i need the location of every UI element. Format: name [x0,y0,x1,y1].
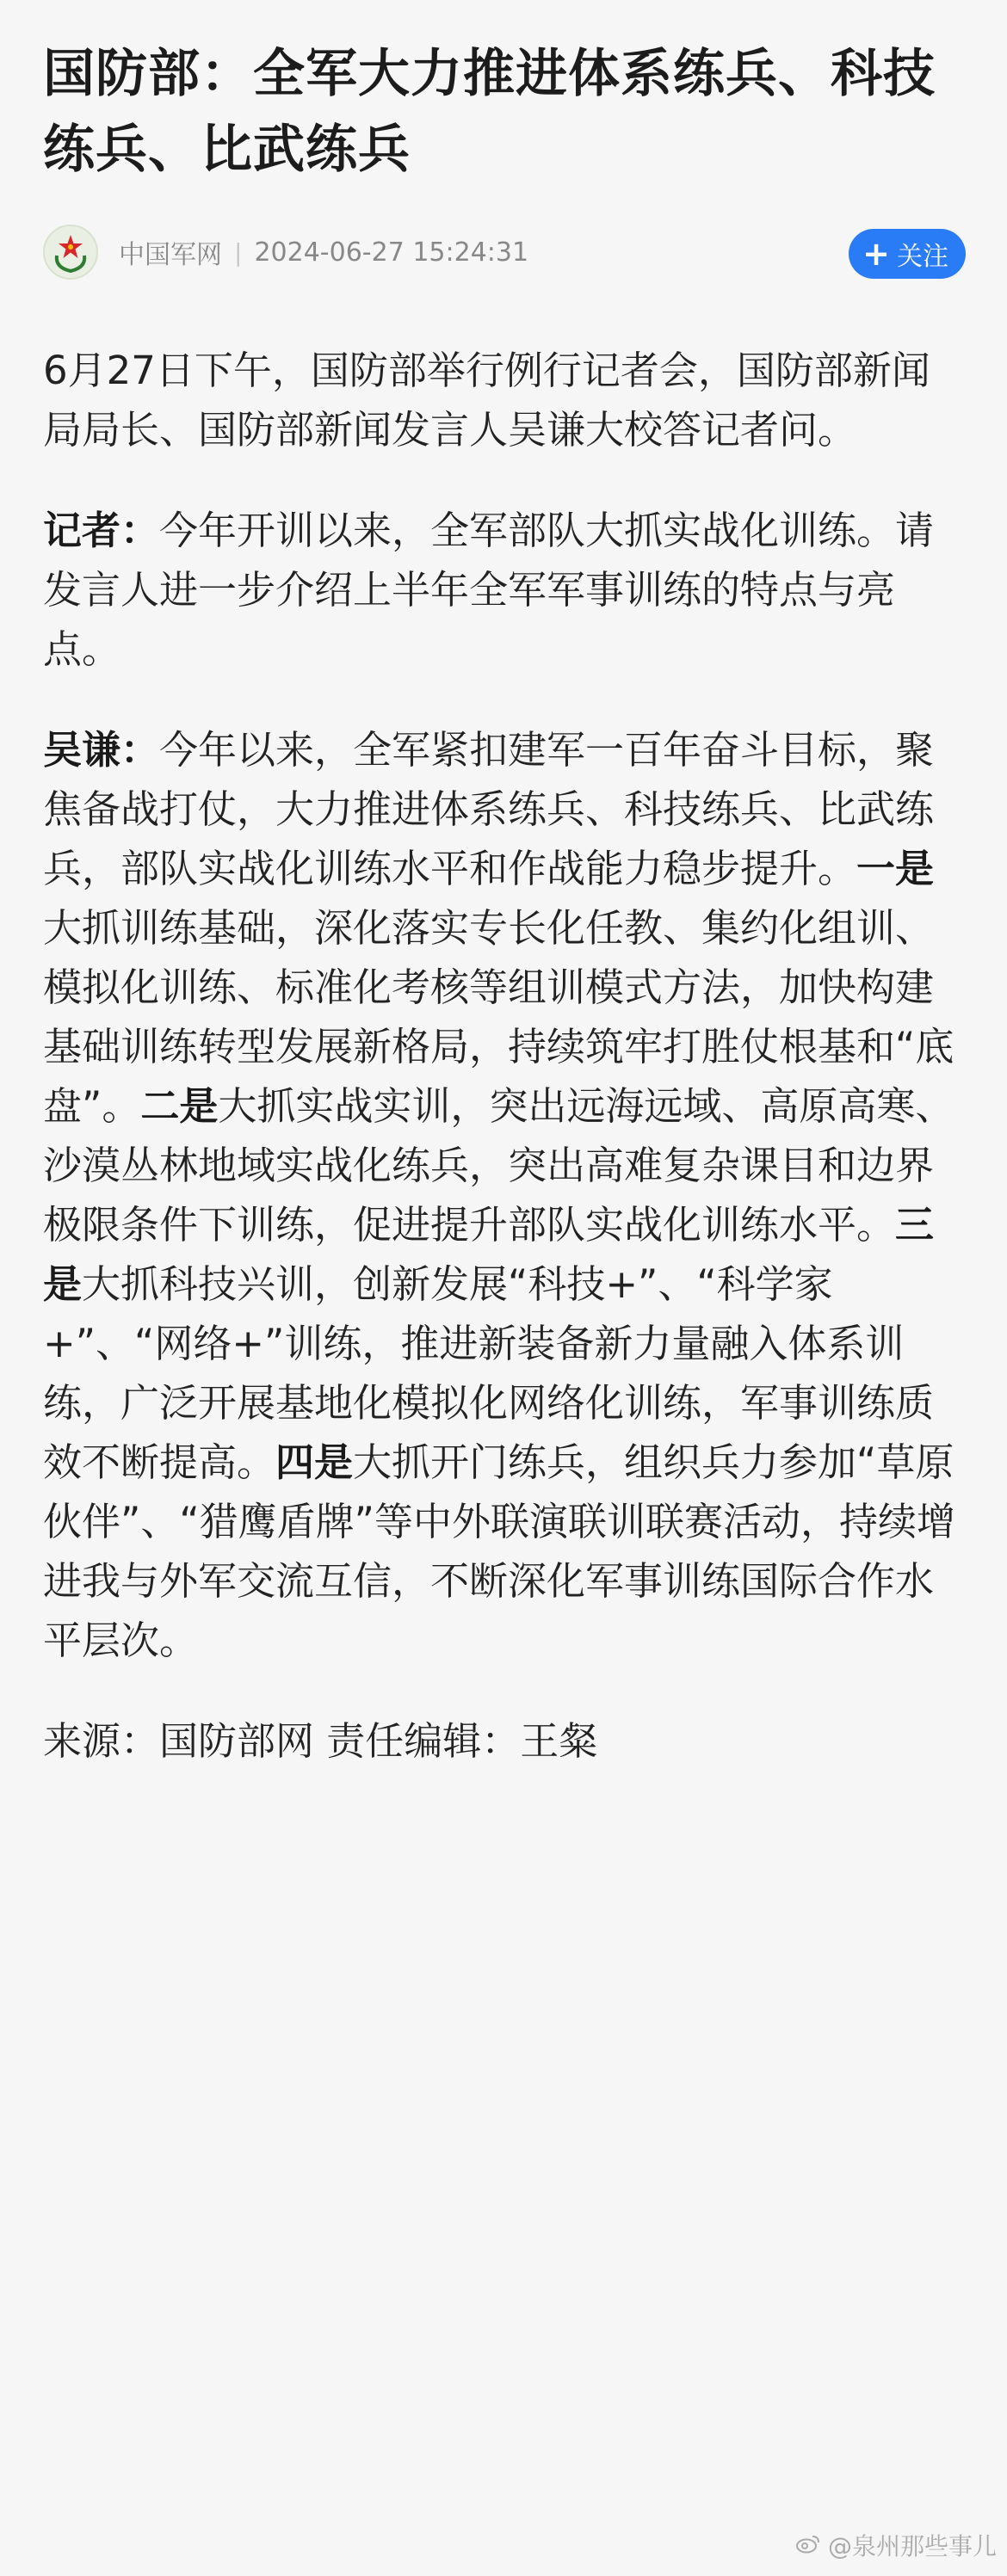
article-meta [43,222,966,282]
answer-text: 今年以来，全军紧扣建军一百年奋斗目标，聚焦备战打仗，大力推进体系练兵、科技练兵、比武练兵，部队实战化训练水平和作战能力稳步提升。 [43,727,935,891]
answer-text: 大抓实战实训，突出远海远域、高原高寒、沙漠丛林地域实战化练兵，突出高难复杂课目和边界极限条件下训练，促进提升部队实战化训练水平。 [43,1083,954,1248]
answer-keyword: 三是 [43,1202,935,1307]
publish-datetime: 2024-06-27 15:24:31 [254,237,529,268]
article-title: 国防部：全军大力推进体系练兵、科技练兵、比武练兵 [43,44,936,180]
watermark-text: @泉州那些事儿 [827,2532,997,2561]
answer-keyword: 二是 [140,1083,219,1129]
follow-button[interactable] [849,229,966,279]
source-avatar[interactable] [43,225,98,280]
answer-text: 大抓科技兴训，创新发展“科技+”、“科学家+”、“网络+”训练，推进新装备新力量融入体系训练，广泛开展基地化模拟化网络化训练，军事训练质效不断提高。 [43,1261,935,1485]
meta-divider: | [234,237,243,267]
answer-text: 大抓训练基础，深化落实专长化任教、集约化组训、模拟化训练、标准化考核等组训模式方法，加快构建基础训练转型发展新格局，持续筑牢打胜仗根基和“底盘”。 [43,905,954,1129]
watermark [795,2528,997,2562]
article [43,0,966,1812]
paragraph-intro: 6月27日下午，国防部举行例行记者会，国防部新闻局局长、国防部新闻发言人吴谦大校答记者问。 [43,348,930,453]
weibo-icon [795,2531,821,2560]
source-name[interactable]: 中国军网 [119,240,222,270]
answer-text: 大抓开门练兵，组织兵力参加“草原伙伴”、“猎鹰盾牌”等中外联演联训联赛活动，持续增进我与外军交流互信，不断深化军事训练国际合作水平层次。 [43,1439,955,1663]
question-text: 今年开训以来，全军部队大抓实战化训练。请发言人进一步介绍上半年全军军事训练的特点与亮点。 [43,508,935,672]
source-footer: 来源：国防部网 责任编辑：王粲 [43,1718,598,1764]
answer-speaker: 吴谦： [43,727,160,773]
plus-icon: + [862,235,890,273]
answer-keyword: 四是 [275,1439,354,1485]
paragraph-question [43,501,966,679]
article-body [43,341,966,1771]
answer-keyword: 一是 [856,846,935,891]
paragraph-answer [43,720,966,1670]
army-emblem-icon [48,230,93,274]
follow-label: 关注 [897,242,948,272]
question-speaker: 记者： [43,508,160,553]
